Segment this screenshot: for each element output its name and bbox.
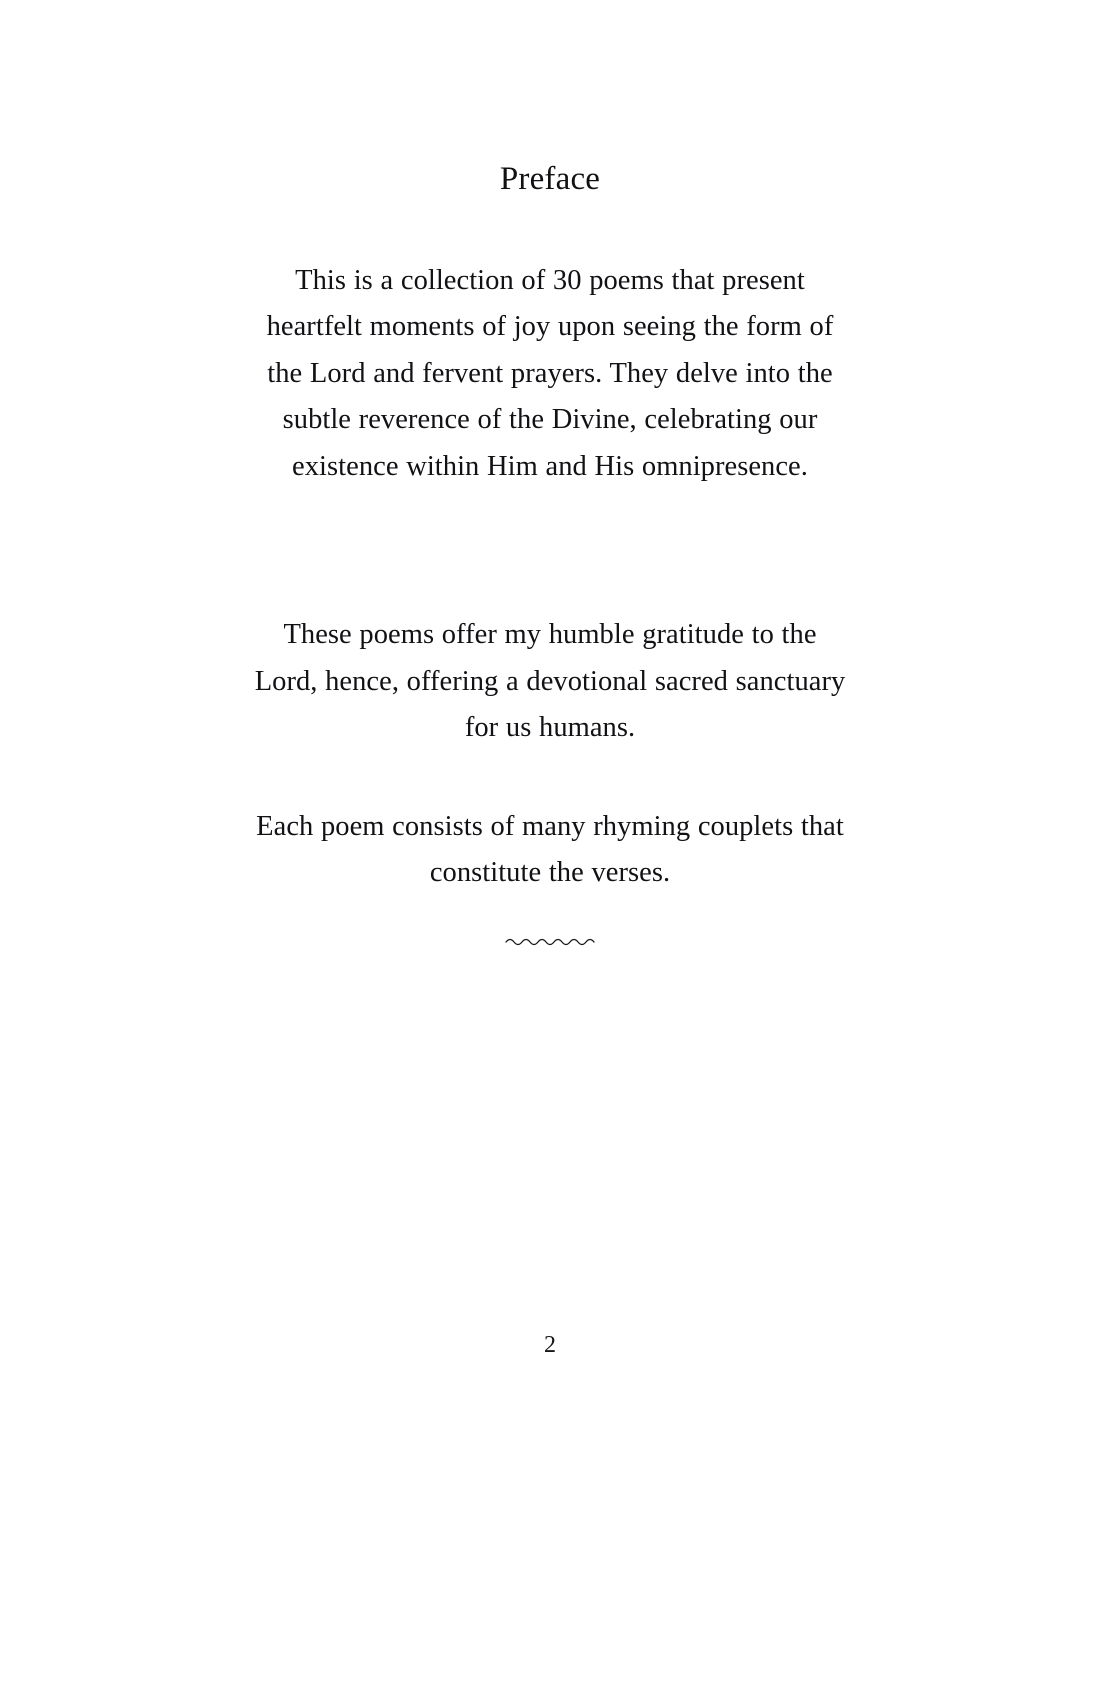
paragraph-2-line-1: These poems offer my humble gratitude to the	[283, 619, 817, 651]
paragraph-1-line-5: existence within Him and His omnipresence.	[292, 450, 808, 482]
page-number: 2	[544, 1332, 556, 1358]
paragraph-1	[220, 258, 880, 491]
paragraph-spacer-1	[220, 490, 880, 612]
paragraph-spacer-2	[220, 752, 880, 804]
paragraph-1-line-2: heartfelt moments of joy upon seeing the form of	[266, 311, 834, 343]
paragraph-3-line-1: Each poem consists of many rhyming couplets that	[256, 810, 844, 842]
preface-content	[220, 160, 880, 947]
wavy-rule-ornament-icon	[504, 935, 596, 947]
paragraph-1-line-1: This is a collection of 30 poems that present	[295, 264, 805, 296]
paragraph-1-line-3: the Lord and fervent prayers. They delve into the	[267, 357, 833, 389]
paragraph-2-line-3: for us humans.	[464, 712, 636, 744]
paragraph-3-line-2: constitute the verses.	[429, 857, 671, 889]
paragraph-2-line-2: Lord, hence, offering a devotional sacred sanctuary	[254, 665, 846, 697]
paragraph-2	[220, 612, 880, 752]
page-title: Preface	[499, 161, 601, 197]
paragraph-3	[220, 804, 880, 897]
section-divider	[220, 935, 880, 947]
paragraph-1-line-4: subtle reverence of the Divine, celebrating our	[282, 404, 818, 436]
